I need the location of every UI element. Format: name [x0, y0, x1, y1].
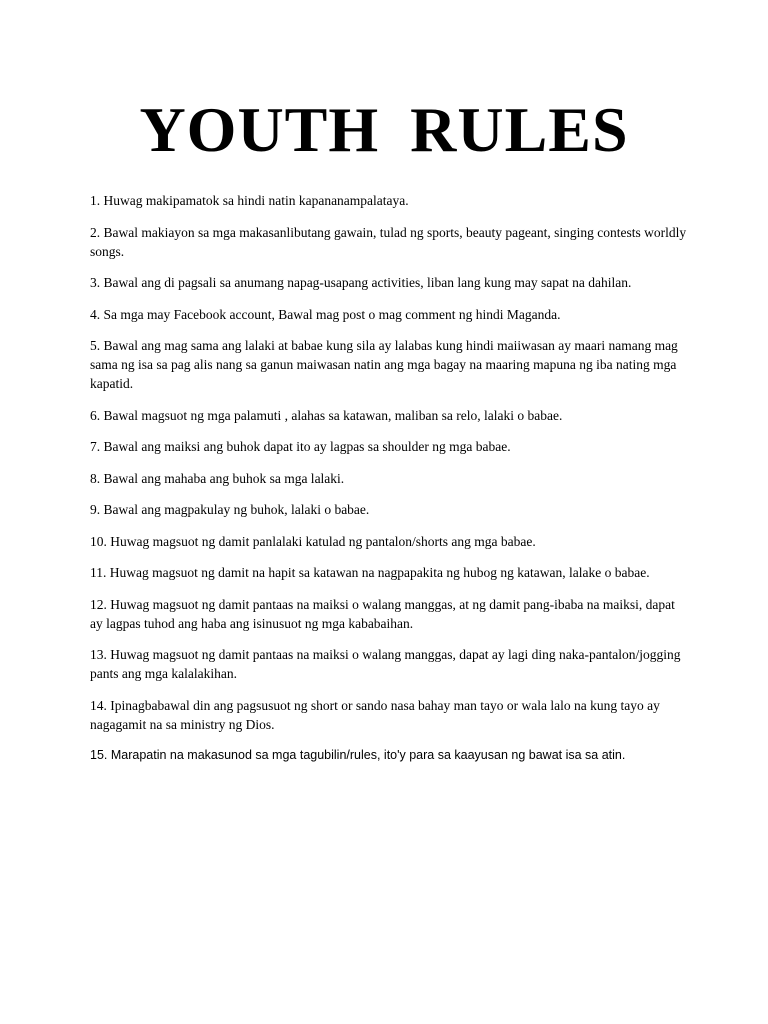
rule-item-1: 1. Huwag makipamatok sa hindi natin kapananampalataya.	[90, 193, 409, 208]
rule-item-15: 15. Marapatin na makasunod sa mga tagubilin/rules, ito'y para sa kaayusan ng bawat isa sa atin.	[90, 748, 626, 762]
rule-item-11: 11. Huwag magsuot ng damit na hapit sa katawan na nagpapakita ng hubog ng katawan, lalake o babae.	[90, 565, 650, 580]
page-title: YOUTH RULES	[139, 94, 629, 165]
rule-item-10: 10. Huwag magsuot ng damit panlalaki katulad ng pantalon/shorts ang mga babae.	[90, 533, 536, 549]
rule-item-2: 2. Bawal makiayon sa mga makasanlibutang gawain, tulad ng sports, beauty pageant, singing contests worldly songs.	[90, 224, 687, 259]
rule-item-4: 4. Sa mga may Facebook account, Bawal mag post o mag comment ng hindi Maganda.	[90, 306, 561, 322]
rule-item-14: 14. Ipinagbabawal din ang pagsusuot ng short or sando nasa bahay man tayo or wala lalo na kung tayo ay nagagamit na sa ministry ng Dios.	[90, 697, 660, 732]
rule-item-12: 12. Huwag magsuot ng damit pantaas na maiksi o walang manggas, at ng damit pang-ibaba na maiksi, dapat ay lagpas tuhod ang haba ang isinusuot ng mga kababaihan.	[90, 596, 675, 631]
rule-item-5: 5. Bawal ang mag sama ang lalaki at babae kung sila ay lalabas kung hindi maiiwasan ay maari namang mag sama ng isa sa pag alis nang sa ganun maiwasan natin ang mga bagay na maaring mapuna ng iba nating mga kapatid.	[90, 338, 678, 391]
rule-item-9: 9. Bawal ang magpakulay ng buhok, lalaki o babae.	[90, 502, 370, 517]
rule-item-8: 8. Bawal ang mahaba ang buhok sa mga lalaki.	[90, 470, 345, 486]
rule-item-7: 7. Bawal ang maiksi ang buhok dapat ito ay lagpas sa shoulder ng mga babae.	[90, 439, 511, 454]
rule-item-3: 3. Bawal ang di pagsali sa anumang napag-usapang activities, liban lang kung may sapat na dahilan.	[90, 275, 632, 290]
rules-list	[90, 191, 690, 778]
rule-item-6: 6. Bawal magsuot ng mga palamuti , alahas sa katawan, maliban sa relo, lalaki o babae.	[90, 407, 563, 423]
rule-item-13: 13. Huwag magsuot ng damit pantaas na maiksi o walang manggas, dapat ay lagi ding naka-pantalon/jogging pants ang mga kalalakihan.	[90, 647, 681, 681]
